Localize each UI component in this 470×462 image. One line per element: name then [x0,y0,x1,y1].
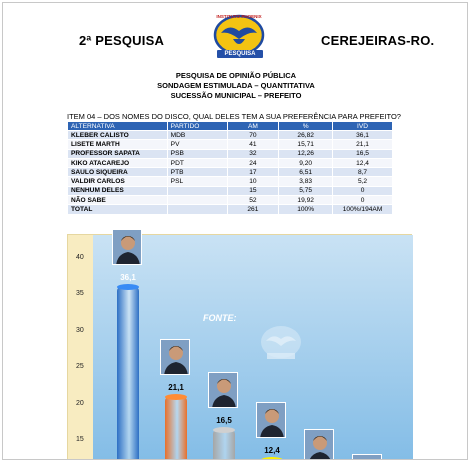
cell-percent: 12,26 [279,149,333,158]
col-am: AM [227,122,279,131]
table-row [68,196,393,205]
cell-percent: 6,51 [279,168,333,177]
col-partido: PARTIDO [167,122,227,131]
cell-total-partido [167,205,227,214]
cell-alternativa: KIKO ATACAREJO [68,158,168,167]
cell-ivd: 8,7 [333,168,393,177]
cell-percent: 3,83 [279,177,333,186]
cell-am: 41 [227,140,279,149]
cell-ivd: 12,4 [333,158,393,167]
cell-ivd: 5,2 [333,177,393,186]
cell-total-ivd: 100%/194AM [333,205,393,214]
candidate-photo [160,339,190,375]
cell-ivd: 21,1 [333,140,393,149]
logo-arc-text: INSTITUTO PHOENIX [216,14,262,19]
bar-value-label: 16,5 [216,416,232,426]
cell-partido: PSL [167,177,227,186]
table-row [68,177,393,186]
cell-ivd: 0 [333,186,393,195]
bar-value-label: 36,1 [120,273,136,283]
cell-total-am: 261 [227,205,279,214]
y-tick-label: 30 [76,326,84,334]
document-page [2,2,468,460]
subtitle-line-2: SONDAGEM ESTIMULADA – QUANTITATIVA [157,81,315,90]
col-alternativa: ALTERNATIVA [68,122,168,131]
bar-1 [165,397,187,460]
cell-percent: 9,20 [279,158,333,167]
y-tick-label: 35 [76,290,84,298]
y-tick-label: 25 [76,363,84,371]
table-row [68,140,393,149]
bar-value-label: 12,4 [264,445,280,455]
table-row [68,158,393,167]
cell-am: 17 [227,168,279,177]
watermark-logo [258,323,304,361]
bar-cap-3 [261,457,283,460]
cell-ivd: 16,5 [333,149,393,158]
cell-am: 32 [227,149,279,158]
candidate-photo [304,429,334,460]
candidate-photo [208,372,238,408]
candidate-photo [256,402,286,438]
cell-am: 52 [227,196,279,205]
cell-am: 70 [227,131,279,140]
cell-partido [167,186,227,195]
cell-am: 15 [227,186,279,195]
table-total-row [68,205,393,214]
chart-plot-area [93,235,413,460]
watermark-source-label: FONTE: [203,313,237,323]
question-text: ITEM 04 – DOS NOMES DO DISCO, QUAL DELES TEM A SUA PREFERÊNCIA PARA PREFEITO? [67,112,401,121]
table-row [68,168,393,177]
candidate-photo [352,454,382,460]
bar-0 [117,287,139,460]
cell-partido: MDB [167,131,227,140]
ivd-bar-chart [67,234,412,460]
col-percent: % [279,122,333,131]
cell-alternativa: KLEBER CALISTO [68,131,168,140]
cell-alternativa: VALDIR CARLOS [68,177,168,186]
table-row [68,186,393,195]
bar-cap-1 [165,394,187,400]
bar-value-label: 21,1 [168,382,184,392]
cell-percent: 15,71 [279,140,333,149]
cell-total-percent: 100% [279,205,333,214]
cell-alternativa: NÃO SABE [68,196,168,205]
cell-alternativa: PROFESSOR SAPATA [68,149,168,158]
table-header-row [68,122,393,131]
cell-partido: PTB [167,168,227,177]
candidate-photo [112,229,142,265]
cell-ivd: 0 [333,196,393,205]
y-tick-label: 40 [76,254,84,261]
bar-2 [213,430,235,460]
results-table [67,121,393,215]
cell-alternativa: SAULO SIQUEIRA [68,168,168,177]
table-row [68,131,393,140]
city-name: CEREJEIRAS-RO. [321,33,435,48]
cell-percent: 19,92 [279,196,333,205]
survey-number: 2ª PESQUISA [79,33,165,48]
cell-percent: 26,82 [279,131,333,140]
cell-partido: PV [167,140,227,149]
cell-am: 10 [227,177,279,186]
cell-total-label: TOTAL [68,205,168,214]
cell-alternativa: LISETE MARTH [68,140,168,149]
y-tick-label: 20 [76,399,84,407]
cell-percent: 5,75 [279,186,333,195]
cell-partido: PSB [167,149,227,158]
logo-label: PESQUISA [217,50,263,58]
cell-am: 24 [227,158,279,167]
cell-partido: PDT [167,158,227,167]
y-tick-label: 15 [76,436,84,443]
col-ivd: IVD [333,122,393,131]
cell-partido [167,196,227,205]
table-row [68,149,393,158]
cell-alternativa: NENHUM DELES [68,186,168,195]
cell-ivd: 36,1 [333,131,393,140]
subtitle-line-1: PESQUISA DE OPINIÃO PÚBLICA [175,71,297,80]
subtitle-line-3: SUCESSÃO MUNICIPAL – PREFEITO [170,91,302,100]
